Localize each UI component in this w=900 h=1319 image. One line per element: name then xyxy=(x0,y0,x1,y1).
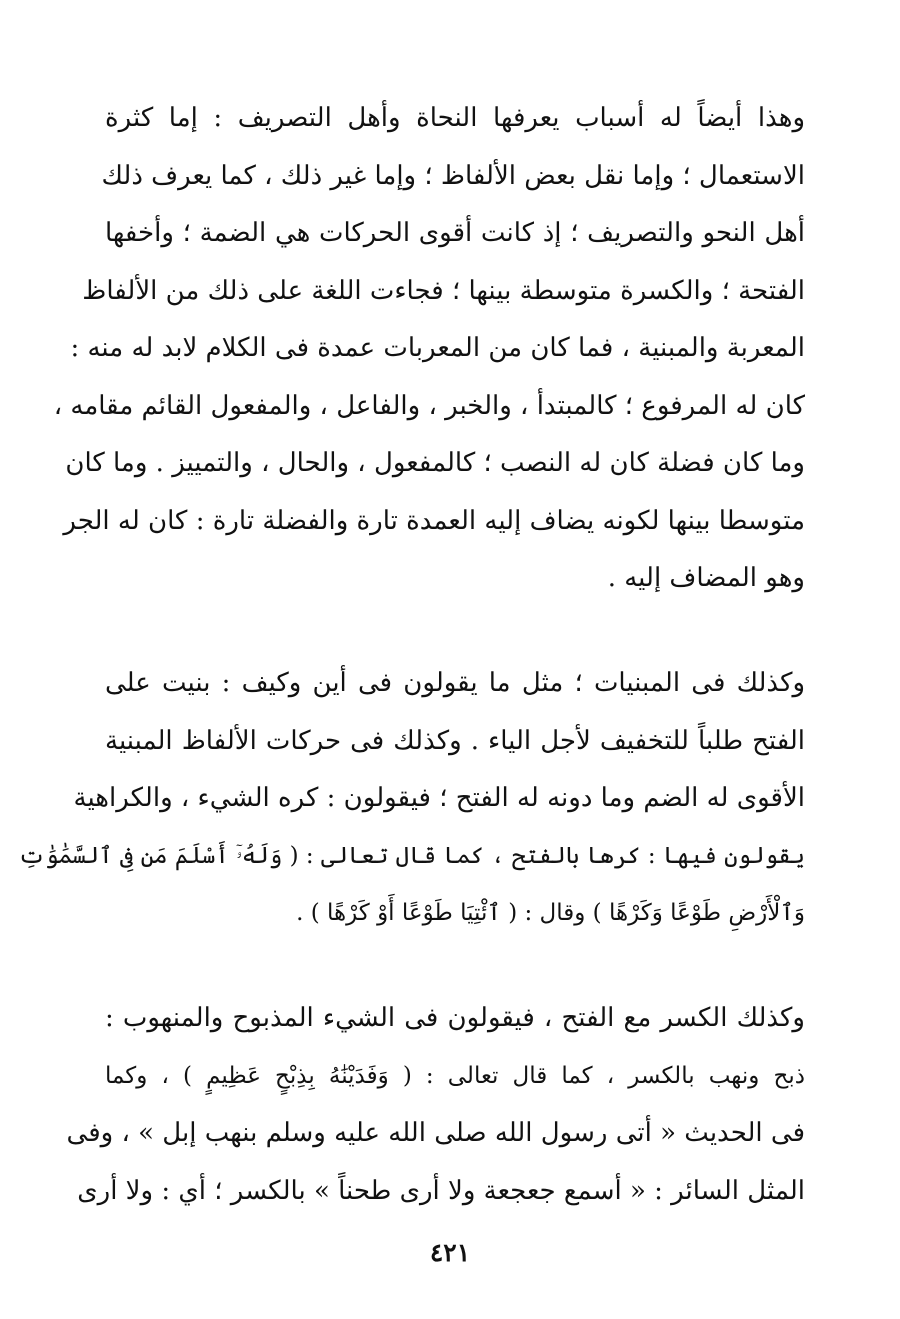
paragraph-3 xyxy=(66,990,805,1220)
text-line: المثل السائر : « أسمع جعجعة ولا أرى طحناً » بالكسر ؛ أي : ولا أرى xyxy=(77,1175,805,1206)
text-line: وكذلك الكسر مع الفتح ، فيقولون فى الشيء المذبوح والمنهوب : xyxy=(105,1003,805,1033)
text-line: وما كان فضلة كان له النصب ؛ كالمفعول ، والحال ، والتمييز . وما كان xyxy=(65,448,805,478)
text-line: المعربة والمبنية ، فما كان من المعربات عمدة فى الكلام لابد له منه : xyxy=(70,333,805,363)
text-line: متوسطا بينها لكونه يضاف إليه العمدة تارة والفضلة تارة : كان له الجر xyxy=(63,505,805,536)
text-line: فى الحديث « أتى رسول الله صلى الله عليه وسلم بنهب إبل » ، وفى xyxy=(66,1118,805,1148)
paragraph-2 xyxy=(18,655,805,943)
text-line: أهل النحو والتصريف ؛ إذ كانت أقوى الحركات هي الضمة ؛ وأخفها xyxy=(105,218,805,248)
text-line: الفتح طلباً للتخفيف لأجل الياء . وكذلك فى حركات الألفاظ المبنية xyxy=(105,725,805,756)
text-line: الاستعمال ؛ وإما نقل بعض الألفاظ ؛ وإما غير ذلك ، كما يعرف ذلك xyxy=(101,160,805,191)
text-line: يقولون فيها : كرها بالفتح ، كما قال تعالى : ( وَلَهُۥٓ أَسْلَمَ مَن فِى ٱلسَّمَٰوَٰتِ xyxy=(18,842,805,869)
paragraph-1 xyxy=(53,90,805,608)
text-line: وهذا أيضاً له أسباب يعرفها النحاة وأهل التصريف : إما كثرة xyxy=(105,103,805,133)
text-line: وكذلك فى المبنيات ؛ مثل ما يقولون فى أين وكيف : بنيت على xyxy=(105,668,805,698)
text-line: وَٱلْأَرْضِ طَوْعًا وَكَرْهًا ) وقال : ( ٱئْتِيَا طَوْعًا أَوْ كَرْهًا ) . xyxy=(296,900,805,926)
text-line: ذبح ونهب بالكسر ، كما قال تعالى : ( وَفَدَيْنَٰهُ بِذِبْحٍ عَظِيمٍ ) ، وكما xyxy=(105,1062,805,1089)
text-line: الفتحة ؛ والكسرة متوسطة بينها ؛ فجاءت اللغة على ذلك من الألفاظ xyxy=(82,275,805,306)
text-line: كان له المرفوع ؛ كالمبتدأ ، والخبر ، والفاعل ، والمفعول القائم مقامه ، xyxy=(53,390,805,421)
text-line: وهو المضاف إليه . xyxy=(607,563,805,593)
page-number: ٤٢١ xyxy=(429,1238,471,1267)
text-line: الأقوى له الضم وما دونه له الفتح ؛ فيقولون : كره الشيء ، والكراهية xyxy=(73,783,805,813)
